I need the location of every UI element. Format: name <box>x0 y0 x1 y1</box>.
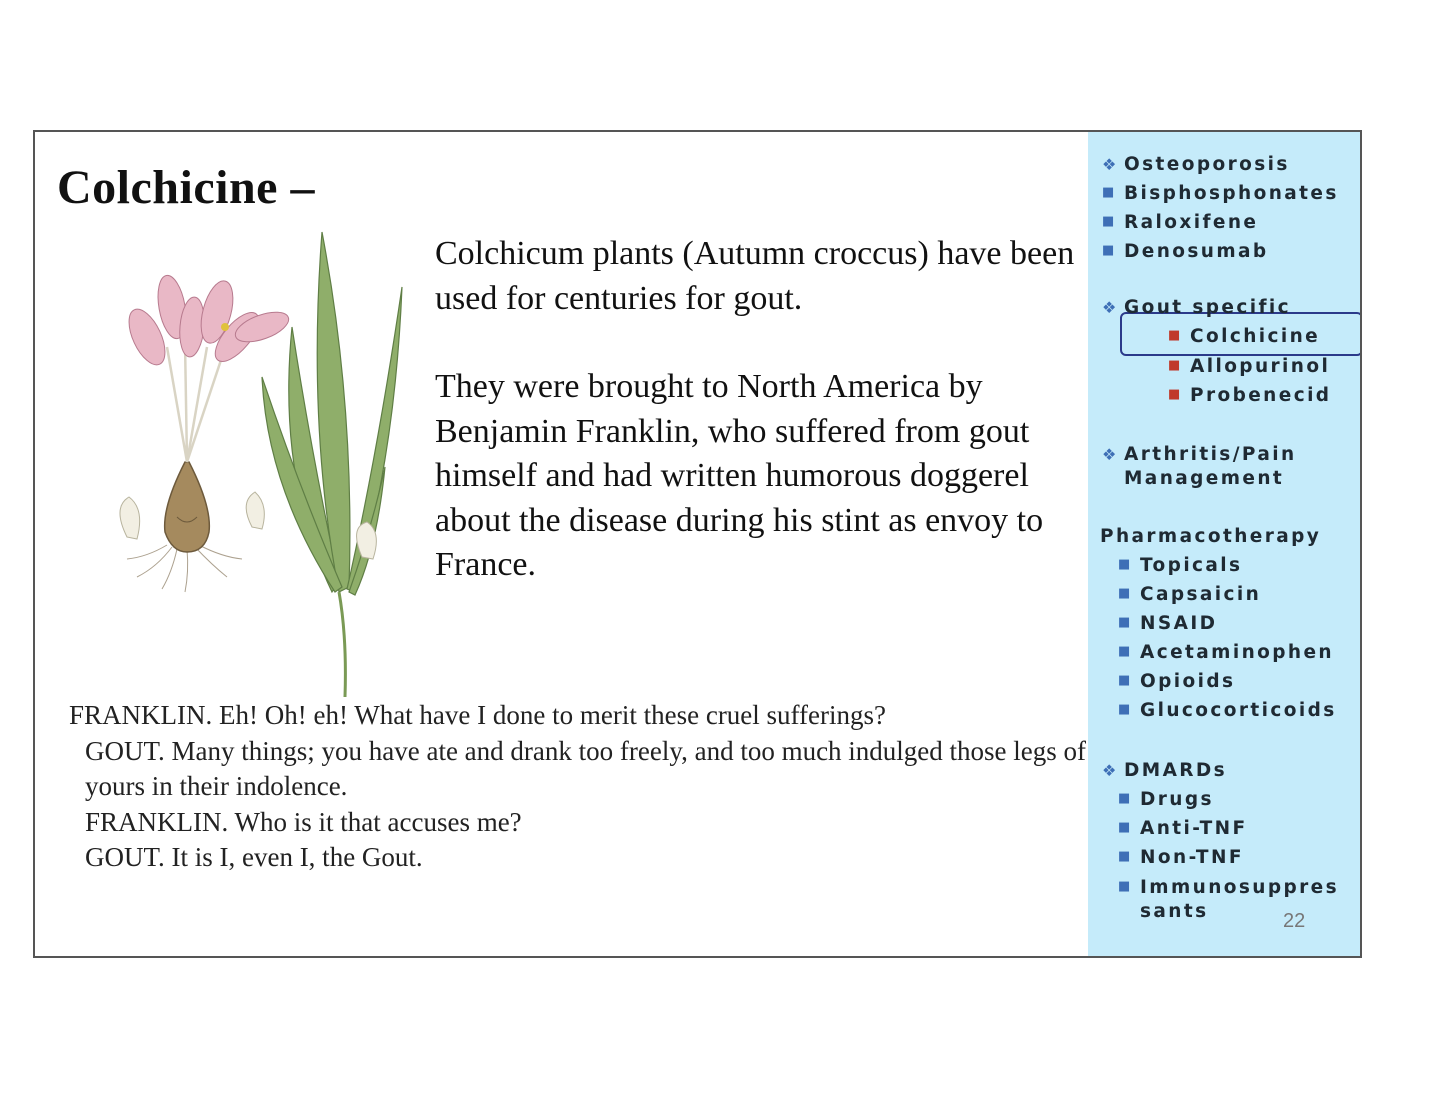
square-bullet-icon: ■ <box>1118 879 1133 894</box>
franklin-gout-dialog <box>69 698 1089 876</box>
dialog-line: FRANKLIN. Eh! Oh! eh! What have I done to merit these cruel sufferings? <box>69 700 887 730</box>
body-text <box>435 232 1075 632</box>
sidebar-heading-pharmacotherapy: Pharmacotherapy <box>1100 526 1322 547</box>
body-paragraph: They were brought to North America by Benjamin Franklin, who suffered from gout himself and had written humorous doggerel about the disease during his stint as envoy to France. <box>435 368 1044 583</box>
sidebar-item-osteoporosis[interactable]: ❖ Osteoporosis <box>1102 154 1290 175</box>
sidebar-item-acetaminophen[interactable]: ■ Acetaminophen <box>1118 642 1334 663</box>
sidebar-item-topicals[interactable]: ■ Topicals <box>1118 555 1243 576</box>
body-paragraph: Colchicum plants (Autumn croccus) have been used for centuries for gout. <box>435 235 1075 317</box>
square-bullet-icon: ■ <box>1118 586 1133 601</box>
sidebar-item-anti-tnf[interactable]: ■ Anti-TNF <box>1118 818 1248 839</box>
square-bullet-icon: ■ <box>1102 214 1117 229</box>
square-bullet-icon: ■ <box>1118 673 1133 688</box>
square-bullet-icon: ■ <box>1118 849 1133 864</box>
square-bullet-icon: ■ <box>1102 185 1117 200</box>
sidebar-item-management[interactable]: Management <box>1124 468 1285 489</box>
sidebar-item-glucocorticoids[interactable]: ■ Glucocorticoids <box>1118 700 1337 721</box>
sidebar-item-gout-specific[interactable]: ❖ Gout specific <box>1102 297 1292 318</box>
dialog-line: GOUT. It is I, even I, the Gout. <box>85 842 423 872</box>
diamond-bullet-icon: ❖ <box>1102 445 1119 464</box>
sidebar-item-drugs[interactable]: ■ Drugs <box>1118 789 1214 810</box>
diamond-bullet-icon: ❖ <box>1102 298 1119 317</box>
page-number: 22 <box>1283 910 1306 932</box>
slide <box>33 130 1362 958</box>
square-bullet-icon: ■ <box>1168 387 1183 402</box>
topic-sidebar <box>1088 132 1362 958</box>
sidebar-item-raloxifene[interactable]: ■ Raloxifene <box>1102 212 1259 233</box>
sidebar-item-immunosuppressants[interactable]: ■ Immunosuppres <box>1118 877 1340 898</box>
square-bullet-icon: ■ <box>1168 358 1183 373</box>
sidebar-item-arthritis-pain[interactable]: ❖ Arthritis/Pain <box>1102 444 1297 465</box>
sidebar-item-denosumab[interactable]: ■ Denosumab <box>1102 241 1269 262</box>
sidebar-item-allopurinol[interactable]: ■ Allopurinol <box>1168 356 1331 377</box>
square-bullet-icon: ■ <box>1102 243 1117 258</box>
square-bullet-icon: ■ <box>1168 328 1183 343</box>
square-bullet-icon: ■ <box>1118 557 1133 572</box>
dialog-line: FRANKLIN. Who is it that accuses me? <box>85 806 522 837</box>
sidebar-item-immunosuppressants-cont[interactable]: sants <box>1140 901 1209 922</box>
sidebar-item-nsaid[interactable]: ■ NSAID <box>1118 613 1218 634</box>
square-bullet-icon: ■ <box>1118 702 1133 717</box>
square-bullet-icon: ■ <box>1118 820 1133 835</box>
sidebar-item-bisphosphonates[interactable]: ■ Bisphosphonates <box>1102 183 1339 204</box>
square-bullet-icon: ■ <box>1118 644 1133 659</box>
dialog-line: GOUT. Many things; you have ate and drank too freely, and too much indulged those legs of yours in their indolence. <box>85 735 1087 801</box>
square-bullet-icon: ■ <box>1118 615 1133 630</box>
diamond-bullet-icon: ❖ <box>1102 155 1119 174</box>
sidebar-item-non-tnf[interactable]: ■ Non-TNF <box>1118 847 1244 868</box>
sidebar-item-capsaicin[interactable]: ■ Capsaicin <box>1118 584 1262 605</box>
square-bullet-icon: ■ <box>1118 791 1133 806</box>
sidebar-item-dmards[interactable]: ❖ DMARDs <box>1102 760 1228 781</box>
sidebar-item-opioids[interactable]: ■ Opioids <box>1118 671 1236 692</box>
sidebar-item-probenecid[interactable]: ■ Probenecid <box>1168 385 1332 406</box>
sidebar-item-colchicine[interactable]: ■ Colchicine <box>1168 326 1321 347</box>
colchicum-illustration <box>77 227 407 697</box>
diamond-bullet-icon: ❖ <box>1102 761 1119 780</box>
slide-title: Colchicine – <box>57 161 315 214</box>
